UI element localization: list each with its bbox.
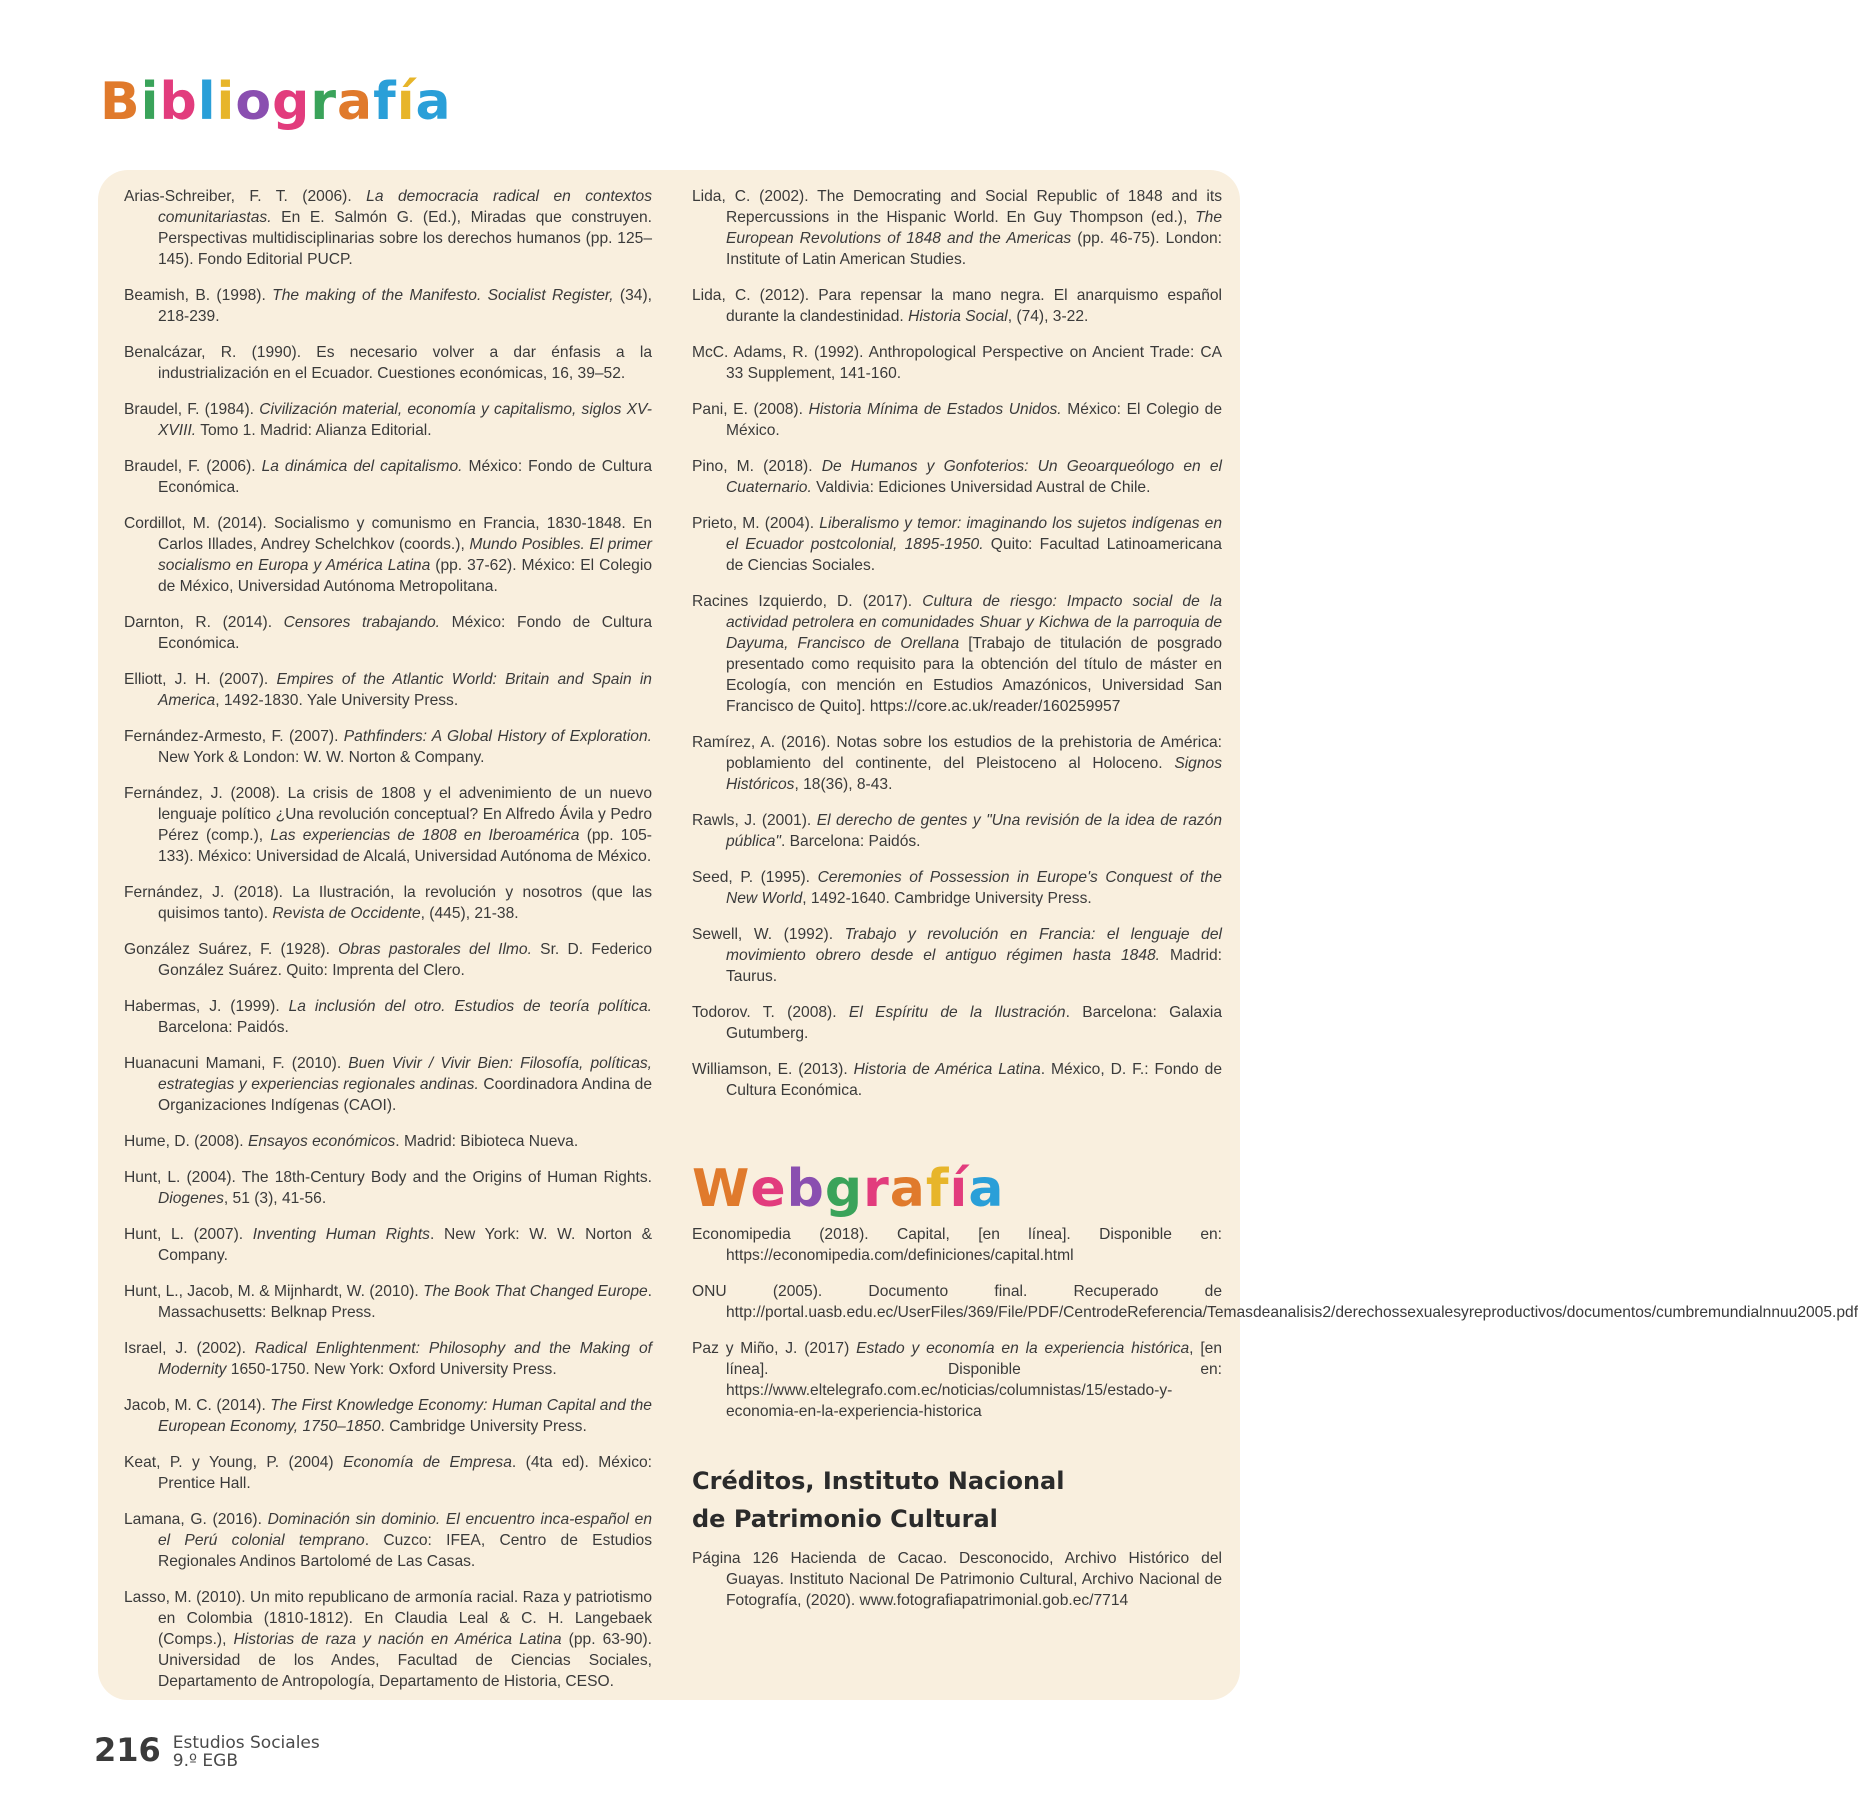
bibliography-entry (124, 1338, 652, 1380)
bibliografia-title (100, 74, 452, 131)
entry-text: Israel, J. (2002). (124, 1340, 255, 1357)
bibliography-entry (124, 186, 652, 270)
entry-title: La inclusión del otro. Estudios de teoría política. (288, 998, 652, 1015)
bibliography-entry (692, 810, 1222, 852)
bibliography-entry (692, 186, 1222, 270)
entry-text: . Madrid: Bibioteca Nueva. (395, 1133, 579, 1150)
entry-title: Diogenes (158, 1190, 224, 1207)
entry-text: Coordinadora Andina de Organizaciones Indígenas (CAOI). (158, 1076, 652, 1114)
entry-title: Cultura de riesgo: Impacto social de la actividad petrolera en comunidades Shuar y Kichwa de la parroquia de Dayuma, Francisco de Orellana (726, 593, 1222, 652)
bibliography-entry (692, 1002, 1222, 1044)
bibliography-entry (692, 591, 1222, 717)
footer-subject: Estudios Sociales (172, 1733, 320, 1753)
footer-grade: 9.º EGB (172, 1751, 239, 1771)
entry-text: Sr. D. Federico González Suárez. Quito: Imprenta del Clero. (158, 941, 652, 979)
entry-text: Lida, C. (2002). The Democrating and Social Republic of 1848 and its Repercussions in the Hispanic World. En Guy Thompson (ed.), (692, 188, 1222, 226)
bibliografia-title-letter: f (373, 72, 397, 132)
bibliography-entry (124, 1509, 652, 1572)
entry-title: Ensayos económicos (247, 1133, 396, 1150)
bibliography-entry (692, 399, 1222, 441)
bibliography-entry (692, 924, 1222, 987)
entry-text: Pino, M. (2018). (692, 458, 822, 475)
entry-text: Habermas, J. (1999). (124, 998, 289, 1015)
bibliography-entry (124, 939, 652, 981)
entry-title: Ceremonies of Possession in Europe's Conquest of the New World (726, 869, 1222, 907)
entry-text: Ramírez, A. (2016). Notas sobre los estudios de la prehistoria de América: poblamiento del continente, del Pleistoceno al Holoceno. (692, 734, 1222, 772)
entry-text: . New York: W. W. Norton & Company. (158, 1226, 652, 1264)
entry-text: Hunt, L., Jacob, M. & Mijnhardt, W. (2010). (124, 1283, 424, 1300)
bibliography-entry (124, 1224, 652, 1266)
entry-text: (pp. 63-90). Universidad de los Andes, Facultad de Ciencias Sociales, Departamento de Antropología, Departamento de Historia, CESO. (158, 1631, 653, 1690)
bibliografia-title-letter: l (197, 72, 217, 132)
webgrafia-title-letter: W (692, 1159, 751, 1219)
entry-text: Barcelona: Paidós. (158, 1019, 289, 1036)
bibliography-entry (124, 1131, 652, 1152)
bibliography-entry (124, 1452, 652, 1494)
entry-text: (pp. 105-133). México: Universidad de Alcalá, Universidad Autónoma de México. (158, 827, 652, 865)
bibliography-entry (692, 456, 1222, 498)
entry-text: , [en línea]. Disponible en: https://www.eltelegrafo.com.ec/noticias/columnistas/15/estado-y-economia-en-la-experiencia-historica (726, 1340, 1223, 1421)
webgrafia-title-letter: í (949, 1159, 969, 1219)
entry-text: , (445), 21-38. (420, 905, 519, 922)
bibliography-entry (124, 513, 652, 597)
bibliography-entry (124, 612, 652, 654)
entry-title: La democracia radical en contextos comunitariastas. (158, 188, 652, 226)
entry-text: Pani, E. (2008). (692, 401, 809, 418)
credits-text: Página 126 Hacienda de Cacao. Desconocido, Archivo Histórico del Guayas. Instituto Nacional De Patrimonio Cultural, Archivo Nacional de Fotografía, (2020). www.fotografiapatrimonial.gob.ec/7714 (692, 1550, 1222, 1610)
webgrafia-title-letter: a (889, 1159, 926, 1219)
entry-title: Civilización material, economía y capitalismo, siglos XV-XVIII. (158, 401, 652, 439)
bibliography-entry (124, 399, 652, 441)
entry-text: Prieto, M. (2004). (692, 515, 820, 532)
entry-text: Elliott, J. H. (2007). (124, 671, 277, 688)
entry-text: Hunt, L. (2007). (124, 1226, 253, 1243)
bibliografia-title-letter: i (140, 72, 160, 132)
bibliography-entry (692, 732, 1222, 795)
entry-text: [Trabajo de titulación de posgrado presentado como requisito para la obtención del título de máster en Ecología, con mención en Estudios Amazónicos, Universidad San Francisco de Quito]. https://core.ac.uk/reader/160259957 (726, 635, 1222, 715)
entry-title: Buen Vivir / Vivir Bien: Filosofía, políticas, estrategias y experiencias regionales andinas. (158, 1055, 652, 1093)
entry-text: Lamana, G. (2016). (124, 1511, 268, 1528)
webgrafia-title-letter: a (968, 1159, 1005, 1219)
entry-text: Racines Izquierdo, D. (2017). (692, 593, 923, 610)
bibliography-entry (124, 1395, 652, 1437)
bibliografia-title-letter: r (310, 72, 337, 132)
entry-text: , 1492-1830. Yale University Press. (215, 692, 459, 709)
bibliografia-title-letter: g (272, 72, 311, 132)
entry-title: Trabajo y revolución en Francia: el lenguaje del movimiento obrero desde el antiguo régimen hasta 1848. (726, 926, 1222, 964)
entry-text: . México, D. F.: Fondo de Cultura Económica. (726, 1061, 1222, 1099)
entry-text: . Massachusetts: Belknap Press. (158, 1283, 653, 1321)
webgrafia-title-letter: r (863, 1159, 890, 1219)
entry-title: Inventing Human Rights (252, 1226, 430, 1243)
entry-text: Braudel, F. (2006). (124, 458, 262, 475)
bibliografia-title-letter: o (235, 72, 273, 132)
entry-text: , 51 (3), 41-56. (223, 1190, 327, 1207)
bibliography-entry (692, 513, 1222, 576)
page-number: 216 (94, 1731, 161, 1769)
entry-text: Sewell, W. (1992). (692, 926, 845, 943)
entry-text: , 18(36), 8-43. (794, 776, 893, 793)
entry-text: Tomo 1. Madrid: Alianza Editorial. (196, 422, 432, 439)
entry-text: Todorov. T. (2008). (692, 1004, 849, 1021)
entry-text: , (74), 3-22. (1007, 308, 1089, 325)
entry-text: Fernández-Armesto, F. (2007). (124, 728, 344, 745)
webgrafia-title (692, 1161, 1222, 1218)
entry-text: Rawls, J. (2001). (692, 812, 817, 829)
entry-title: Las experiencias de 1808 en Iberoamérica (270, 827, 580, 844)
entry-text: Williamson, E. (2013). (692, 1061, 854, 1078)
bibliography-entry (692, 867, 1222, 909)
entry-text: Braudel, F. (1984). (124, 401, 260, 418)
credits-title-line2: de Patrimonio Cultural (692, 1505, 998, 1534)
bibliography-entry (124, 285, 652, 327)
entry-text: México: El Colegio de México. (726, 401, 1222, 439)
entry-text: (pp. 37-62). México: El Colegio de México, Universidad Autónoma Metropolitana. (158, 557, 652, 595)
entry-title: Empires of the Atlantic World: Britain and Spain in America (158, 671, 652, 709)
entry-text: (34), 218-239. (158, 287, 652, 325)
entry-text: Lida, C. (2012). Para repensar la mano negra. El anarquismo español durante la clandestinidad. (692, 287, 1222, 325)
entry-text: 1650-1750. New York: Oxford University Press. (226, 1361, 557, 1378)
entry-title: Historias de raza y nación en América Latina (233, 1631, 562, 1648)
entry-text: En E. Salmón G. (Ed.), Miradas que construyen. Perspectivas multidisciplinarias sobre los derechos humanos (pp. 125–145). Fondo Editorial PUCP. (158, 209, 652, 268)
entry-text: . Barcelona: Paidós. (780, 833, 921, 850)
bibliography-entry (692, 1281, 1858, 1323)
entry-text: Fernández, J. (2008). La crisis de 1808 y el advenimiento de un nuevo lenguaje político ¿Una revolución conceptual? En Alfredo Ávila y Pedro Pérez (comp.), (124, 785, 652, 844)
bibliography-entry (692, 1338, 1222, 1422)
entry-text: . Barcelona: Galaxia Gutumberg. (726, 1004, 1222, 1042)
entry-text: Arias-Schreiber, F. T. (2006). (124, 188, 367, 205)
entry-title: Estado y economía en la experiencia histórica (856, 1340, 1190, 1358)
entry-title: Censores trabajando. (283, 614, 441, 631)
entry-text: Beamish, B. (1998). (124, 287, 273, 304)
entry-text: . Cambridge University Press. (380, 1418, 587, 1435)
entry-text: , 1492-1640. Cambridge University Press. (802, 890, 1092, 907)
entry-text: McC. Adams, R. (1992). Anthropological Perspective on Ancient Trade: CA 33 Supplement, 141-160. (692, 344, 1222, 382)
webgrafia-title-letter: f (925, 1159, 950, 1219)
entry-text: Huanacuni Mamani, F. (2010). (124, 1055, 349, 1072)
entry-title: Signos Históricos (726, 755, 1222, 793)
bibliography-entry (124, 456, 652, 498)
entry-text: Keat, P. y Young, P. (2004) (124, 1454, 344, 1471)
entry-title: El derecho de gentes y "Una revisión de la idea de razón pública" (726, 812, 1223, 850)
entry-text: Madrid: Taurus. (726, 947, 1222, 985)
entry-text: Benalcázar, R. (1990). Es necesario volver a dar énfasis a la industrialización en el Ecuador. Cuestiones económicas, 16, 39–52. (124, 344, 652, 382)
entry-title: Mundo Posibles. El primer socialismo en Europa y América Latina (158, 536, 652, 574)
bibliography-entry (124, 1587, 652, 1692)
entry-text: Lasso, M. (2010). Un mito republicano de armonía racial. Raza y patriotismo en Colombia (1810-1812). En Claudia Leal & C. H. Langebaek (Comps.), (124, 1589, 652, 1648)
entry-text: (pp. 46-75). London: Institute of Latin American Studies. (726, 230, 1222, 268)
bibliografia-title-letter: i (216, 72, 236, 132)
bibliography-entry (124, 669, 652, 711)
bibliography-column-left (124, 186, 652, 1707)
entry-text: México: Fondo de Cultura Económica. (158, 458, 652, 496)
page-footer (94, 1732, 320, 1770)
entry-text: ONU (2005). Documento final. Recuperado de http://portal.uasb.edu.ec/UserFiles/369/File/PDF/CentrodeReferencia/Temasdeanalisis2/derechossexualesyreproductivos/documentos/cumbremundialnnuu2005.pdf (692, 1283, 1858, 1322)
bibliography-entry (124, 996, 652, 1038)
footer-text (173, 1732, 320, 1770)
entry-text: Valdivia: Ediciones Universidad Austral de Chile. (811, 479, 1151, 496)
entry-title: The making of the Manifesto. Socialist Register, (272, 287, 614, 304)
entry-text: Hunt, L. (2004). The 18th-Century Body and the Origins of Human Rights. (124, 1169, 652, 1186)
entry-text: México: Fondo de Cultura Económica. (158, 614, 652, 652)
bibliography-entry (124, 342, 652, 384)
entry-title: Historia Social (908, 308, 1008, 325)
entry-text: Darnton, R. (2014). (124, 614, 284, 631)
bibliography-entry (124, 882, 652, 924)
bibliography-entry (124, 783, 652, 867)
entry-text: Fernández, J. (2018). La Ilustración, la revolución y nosotros (que las quisimos tanto). (124, 884, 652, 922)
bibliografia-title-letter: a (415, 72, 452, 132)
entry-text: Hume, D. (2008). (124, 1133, 248, 1150)
entry-title: La dinámica del capitalismo. (261, 458, 463, 475)
bibliography-column-right (692, 186, 1858, 1626)
entry-title: Revista de Occidente (272, 905, 421, 922)
entry-title: De Humanos y Gonfoterios: Un Geoarqueólogo en el Cuaternario. (726, 458, 1222, 496)
entry-title: Radical Enlightenment: Philosophy and the Making of Modernity (158, 1340, 652, 1378)
webgrafia-title-letter: b (786, 1159, 825, 1219)
credits-title-line1: Créditos, Instituto Nacional (692, 1467, 1065, 1496)
entry-text: . Cuzco: IFEA, Centro de Estudios Regionales Andinos Bartolomé de Las Casas. (158, 1532, 652, 1570)
bibliography-entry (124, 1167, 652, 1209)
bibliography-entry (692, 1224, 1222, 1266)
entry-title: Pathfinders: A Global History of Exploration. (343, 728, 652, 745)
bibliography-entry (692, 342, 1222, 384)
entry-text: Economipedia (2018). Capital, [en línea]. Disponible en: https://economipedia.com/definiciones/capital.html (692, 1226, 1222, 1265)
credits-title (692, 1462, 1222, 1538)
bibliography-list-right (692, 186, 1222, 1101)
entry-title: Dominación sin dominio. El encuentro inca-español en el Perú colonial temprano (158, 1511, 652, 1549)
bibliography-entry (124, 726, 652, 768)
entry-text: Cordillot, M. (2014). Socialismo y comunismo en Francia, 1830-1848. En Carlos Illades, Andrey Schelchkov (coords.), (124, 515, 652, 553)
entry-title: Economía de Empresa (343, 1454, 512, 1471)
entry-text: González Suárez, F. (1928). (124, 941, 339, 958)
entry-text: Seed, P. (1995). (692, 869, 818, 886)
entry-text: Jacob, M. C. (2014). (124, 1397, 271, 1414)
bibliografia-title-letter: í (396, 72, 416, 132)
bibliography-entry (124, 1281, 652, 1323)
entry-title: Historia de América Latina (853, 1061, 1041, 1078)
entry-title: The European Revolutions of 1848 and the Americas (726, 209, 1222, 247)
entry-text: . (4ta ed). México: Prentice Hall. (158, 1454, 652, 1492)
entry-text: Quito: Facultad Latinoamericana de Ciencias Sociales. (726, 536, 1222, 574)
bibliography-entry (692, 285, 1222, 327)
bibliography-entry (124, 1053, 652, 1116)
entry-title: El Espíritu de la Ilustración (848, 1004, 1066, 1021)
entry-title: Liberalismo y temor: imaginando los sujetos indígenas en el Ecuador postcolonial, 1895-1950. (726, 515, 1223, 553)
bibliografia-title-letter: b (159, 72, 198, 132)
bibliografia-title-letter: B (100, 72, 141, 132)
entry-title: The First Knowledge Economy: Human Capital and the European Economy, 1750–1850 (158, 1397, 652, 1435)
entry-title: Historia Mínima de Estados Unidos. (808, 401, 1062, 418)
bibliography-entry (692, 1059, 1222, 1101)
webgrafia-title-letter: e (750, 1159, 787, 1219)
entry-text: New York & London: W. W. Norton & Company. (158, 749, 485, 766)
bibliografia-title-letter: a (336, 72, 374, 132)
entry-text: Paz y Miño, J. (2017) (692, 1340, 857, 1358)
webgrafia-title-letter: g (824, 1159, 864, 1219)
webgrafia-list (692, 1224, 1858, 1422)
entry-title: The Book That Changed Europe (423, 1283, 648, 1300)
entry-title: Obras pastorales del Ilmo. (338, 941, 532, 958)
